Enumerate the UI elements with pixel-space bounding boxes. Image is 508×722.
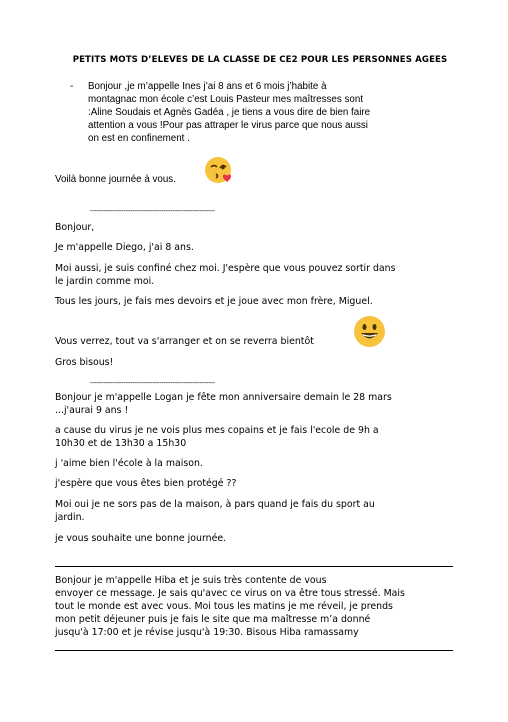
- logan-p2-line-1: a cause du virus je ne vois plus mes copains et je fais l'ecole de 9h a: [55, 425, 379, 436]
- hiba-line-2: envoyer ce message. Je sais qu'avec ce virus on va être tous stressé. Mais: [55, 588, 405, 599]
- logan-p1-line-1: Bonjour je m'appelle Logan je fête mon anniversaire demain le 28 mars: [55, 392, 392, 403]
- ines-line-3: :Aline Soudais et Agnès Gadéa , je tiens a vous dire de bien faire: [88, 107, 371, 118]
- diego-signoff: Gros bisous!: [55, 357, 114, 368]
- logan-p6: je vous souhaite une bonne journée.: [55, 533, 227, 544]
- hiba-line-1: Bonjour je m'appelle Hiba et je suis très contente de vous: [55, 575, 327, 586]
- separator-line: --------------------------------------------------------: [90, 207, 215, 215]
- list-bullet: -: [70, 81, 74, 92]
- separator-line: --------------------------------------------------------: [90, 379, 215, 387]
- ines-line-5: on est en confinement .: [88, 133, 190, 144]
- diego-p2: Tous les jours, je fais mes devoirs et je joue avec mon frère, Miguel.: [55, 296, 373, 307]
- ines-line-2: montagnac mon école c’est Louis Pasteur mes maîtresses sont: [88, 94, 363, 105]
- ines-closing: Voilà bonne journée à vous.: [55, 174, 176, 185]
- logan-p3: j 'aime bien l'école à la maison.: [55, 458, 203, 469]
- diego-p1-line-2: le jardin comme moi.: [55, 276, 155, 287]
- logan-p5-line-1: Moi oui je ne sors pas de la maison, à pars quand je fais du sport au: [55, 499, 375, 510]
- page-title: PETITS MOTS D’ELEVES DE LA CLASSE DE CE2 POUR LES PERSONNES AGEES: [72, 55, 448, 65]
- hiba-line-4: mon petit déjeuner puis je fais le site que ma maîtresse m’a donné: [55, 614, 371, 625]
- diego-intro: Je m'appelle Diego, j'ai 8 ans.: [55, 242, 194, 253]
- diego-p3: Vous verrez, tout va s'arranger et on se reverra bientôt: [55, 336, 314, 347]
- ines-line-4: attention a vous !Pour pas attraper le virus parce que nous aussi: [88, 120, 368, 131]
- grinning-emoji-icon: [353, 315, 386, 348]
- logan-p4: j'espère que vous êtes bien protégé ??: [55, 478, 237, 489]
- hiba-top-border: [55, 566, 453, 567]
- logan-p5-line-2: jardin.: [55, 512, 85, 523]
- ines-line-1: Bonjour ,je m’appelle Ines j’ai 8 ans et 6 mois j’habite à: [88, 81, 327, 92]
- diego-greeting: Bonjour,: [55, 222, 95, 233]
- hiba-line-5: jusqu'à 17:00 et je révise jusqu'à 19:30. Bisous Hiba ramassamy: [55, 627, 359, 638]
- hiba-line-3: tout le monde est avec vous. Moi tous les matins je me réveil, je prends: [55, 601, 393, 612]
- kiss-wink-emoji-icon: [204, 156, 234, 186]
- hiba-bottom-border: [55, 650, 453, 651]
- diego-p1-line-1: Moi aussi, je suis confiné chez moi. J'espère que vous pouvez sortir dans: [55, 263, 396, 274]
- logan-p1-line-2: ...j'aurai 9 ans !: [55, 405, 129, 416]
- logan-p2-line-2: 10h30 et de 13h30 a 15h30: [55, 438, 187, 449]
